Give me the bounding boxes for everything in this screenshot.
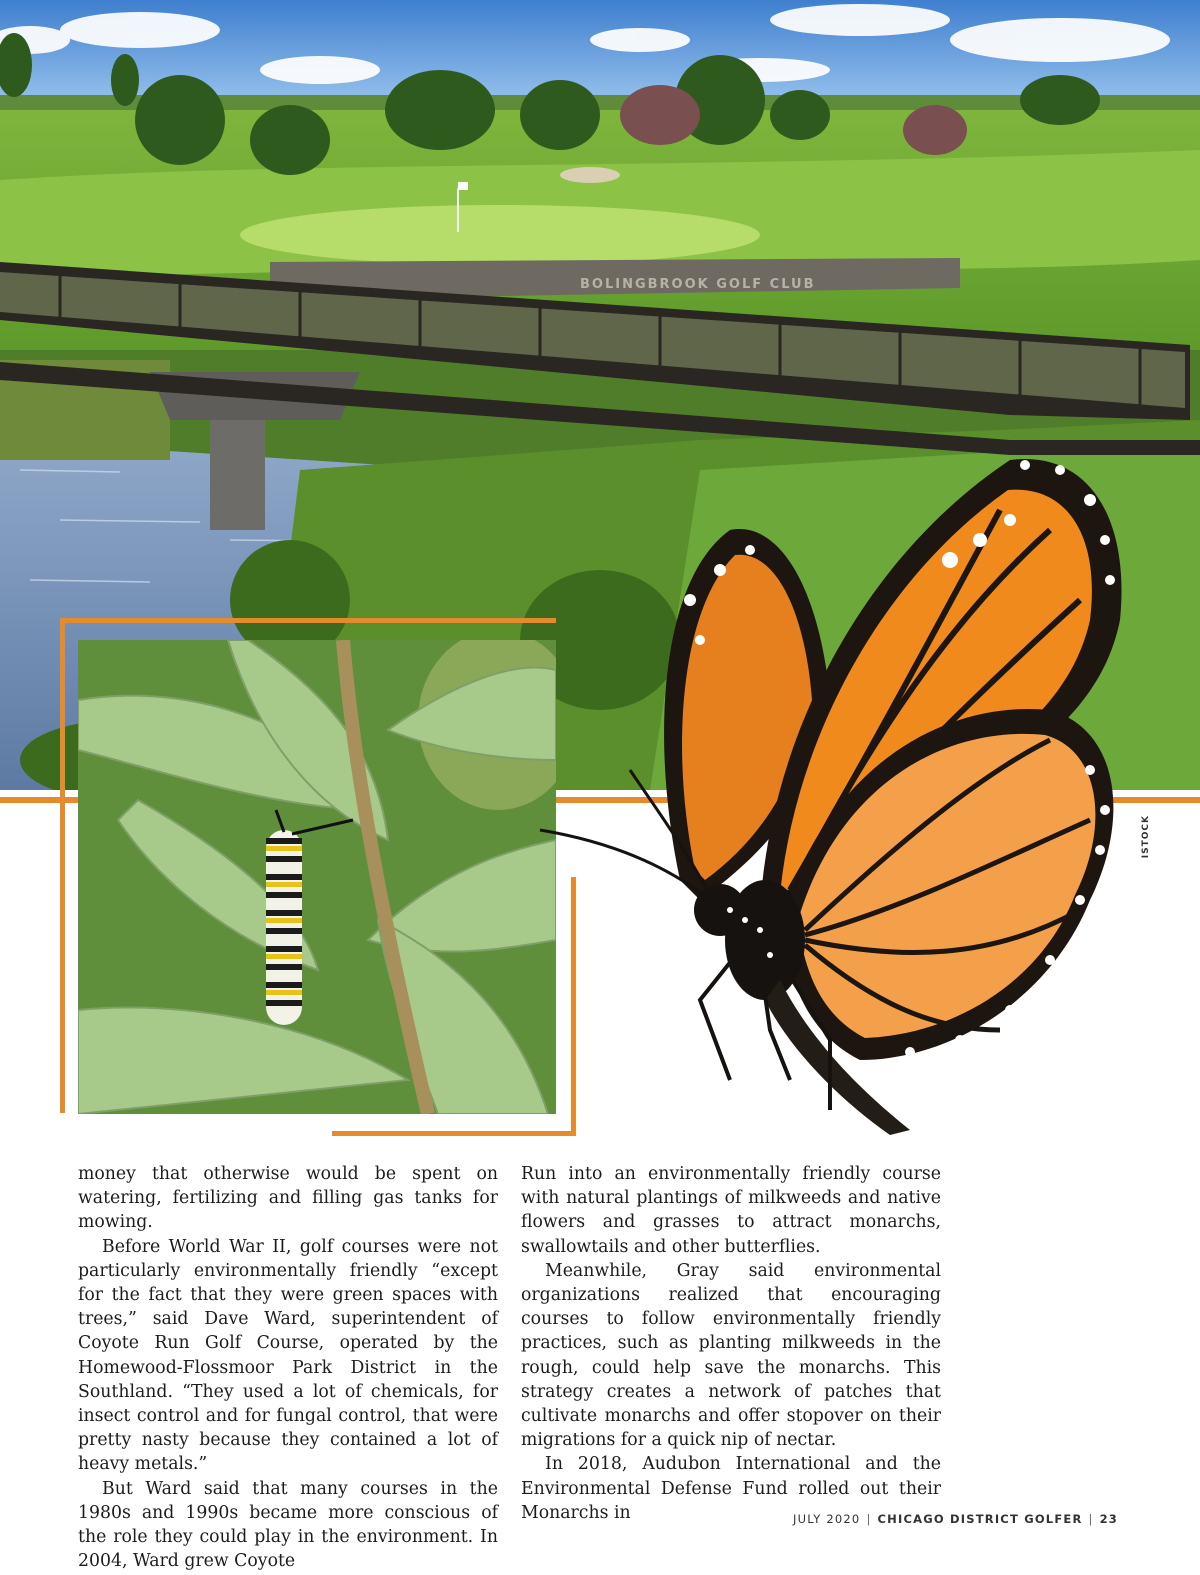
left-column [78,1162,498,1573]
footer-separator: | [1088,1512,1094,1526]
caterpillar-on-milkweed-illustration [78,640,556,1114]
paragraph: money that otherwise would be spent on watering, fertilizing and filling gas tanks for mowing. [78,1164,498,1233]
caterpillar-photo [78,640,556,1114]
monarch-butterfly-photo [530,440,1130,1140]
paragraph: Meanwhile, Gray said environmental organizations realized that encouraging courses to follow environmentally friendly practices, such as planting milkweeds in the rough, could help save the monarchs. This strategy creates a network of patches that cultivate monarchs and offer stopover on their migrations for a quick nip of nectar. [521,1260,941,1451]
publication-name: CHICAGO DISTRICT GOLFER [877,1512,1083,1526]
bolingbrook-sign-text: BOLINGBROOK GOLF CLUB [580,277,816,292]
right-column [521,1162,941,1525]
paragraph: Run into an environmentally friendly course with natural plantings of milkweeds and native flowers and grasses to attract monarchs, swallowtails and other butterflies. [521,1164,941,1257]
page-number: 23 [1099,1512,1118,1526]
paragraph: But Ward said that many courses in the 1980s and 1990s became more conscious of the role they could play in the environment. In 2004, Ward grew Coyote [78,1478,498,1572]
footer-separator: | [866,1512,872,1526]
issue-date: JULY 2020 [793,1512,861,1526]
paragraph: Before World War II, golf courses were not particularly environmentally friendly “except for the fact that they were green spaces with trees,” said Dave Ward, superintendent of Coyote Run Golf Course, operated by the Homewood-Flossmoor Park District in the Southland. “They used a lot of chemicals, for insect control and for fungal control, that were pretty nasty because they contained a lot of heavy metals.” [78,1236,498,1475]
monarch-butterfly-illustration [530,440,1130,1140]
page-footer [793,1512,1118,1526]
paragraph: In 2018, Audubon International and the Environmental Defense Fund rolled out their Monarchs in [521,1454,941,1523]
photo-credit: ISTOCK [1141,815,1151,859]
